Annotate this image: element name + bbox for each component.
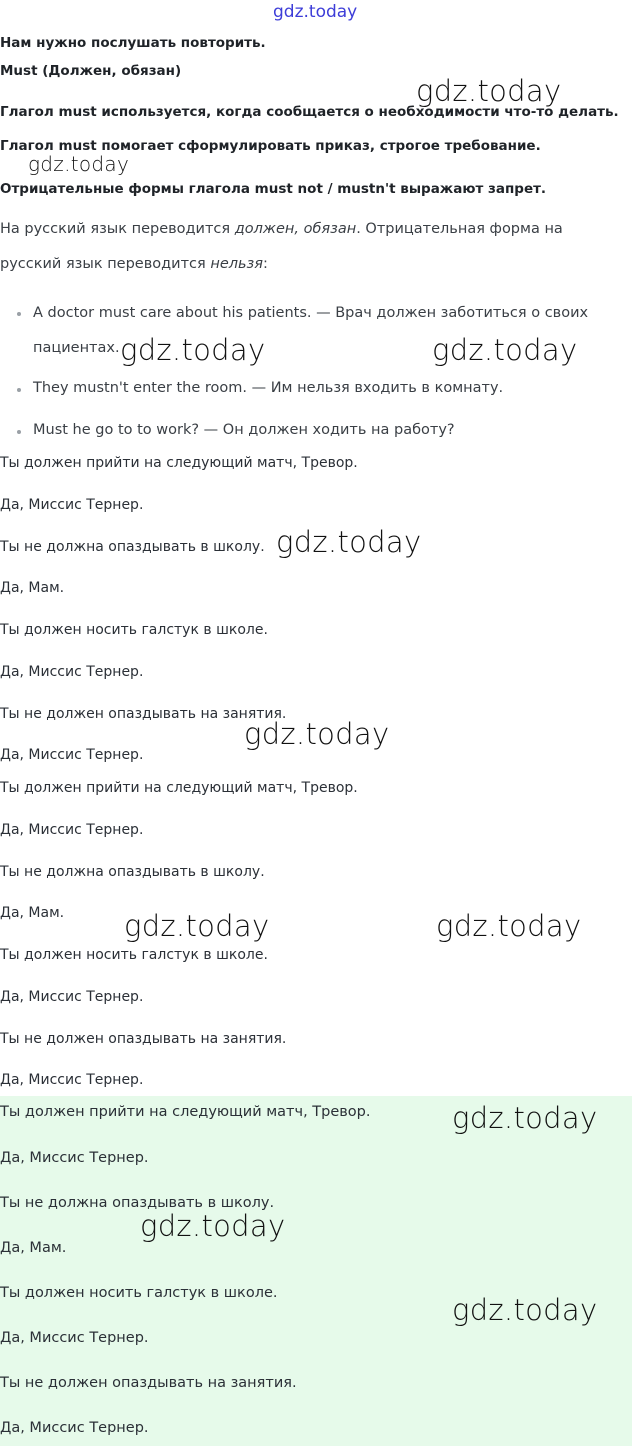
answer-line: Ты не должна опаздывать в школу.: [0, 1195, 275, 1211]
watermark: gdz.today: [28, 152, 130, 176]
answer-line: Да, Миссис Тернер.: [0, 1330, 149, 1346]
dialogue-line: Ты должен носить галстук в школе.: [0, 622, 268, 638]
example-room: They mustn't enter the room. — Им нельзя входить в комнату.: [33, 380, 504, 396]
dialogue-line: Ты не должна опаздывать в школу.: [0, 864, 265, 880]
example-doctor-continued: пациентах.: [33, 340, 120, 356]
answer-line: Ты должен прийти на следующий матч, Тревор.: [0, 1104, 371, 1120]
dialogue-line: Да, Миссис Тернер.: [0, 497, 144, 513]
top-watermark: gdz.today: [273, 2, 358, 22]
translation-line-1: На русский язык переводится должен, обязан. Отрицательная форма на: [0, 221, 563, 237]
watermark: gdz.today: [124, 909, 270, 943]
dialogue-line: Да, Миссис Тернер.: [0, 822, 144, 838]
watermark: gdz.today: [416, 74, 562, 108]
intro-text: Нам нужно послушать повторить.: [0, 35, 266, 51]
watermark: gdz.today: [244, 717, 390, 751]
dialogue-line: Да, Мам.: [0, 905, 65, 921]
watermark: gdz.today: [140, 1209, 286, 1243]
dialogue-line: Ты должен прийти на следующий матч, Тревор.: [0, 455, 358, 471]
answer-line: Да, Мам.: [0, 1240, 67, 1256]
watermark: gdz.today: [452, 1293, 598, 1327]
bullet-dot-icon: [17, 388, 21, 392]
answer-line: Да, Миссис Тернер.: [0, 1150, 149, 1166]
watermark: gdz.today: [120, 333, 266, 367]
dialogue-line: Ты должен прийти на следующий матч, Тревор.: [0, 780, 358, 796]
rule-negative: Отрицательные формы глагола must not / mustn't выражают запрет.: [0, 181, 547, 197]
dialogue-line: Да, Миссис Тернер.: [0, 989, 144, 1005]
bullet-dot-icon: [17, 312, 21, 316]
example-doctor: A doctor must care about his patients. — Врач должен заботиться о своих: [33, 305, 589, 321]
dialogue-line: Ты не должна опаздывать в школу.: [0, 539, 265, 555]
watermark: gdz.today: [436, 909, 582, 943]
watermark: gdz.today: [276, 525, 422, 559]
rule-order: Глагол must помогает сформулировать приказ, строгое требование.: [0, 138, 541, 154]
answer-block: [0, 1096, 632, 1446]
dialogue-line: Да, Мам.: [0, 580, 65, 596]
translation-line-2: русский язык переводится нельзя:: [0, 256, 268, 272]
example-work: Must he go to to work? — Он должен ходить на работу?: [33, 422, 455, 438]
dialogue-line: Да, Миссис Тернер.: [0, 747, 144, 763]
watermark: gdz.today: [432, 333, 578, 367]
watermark: gdz.today: [452, 1101, 598, 1135]
bullet-dot-icon: [17, 430, 21, 434]
dialogue-line: Ты не должен опаздывать на занятия.: [0, 706, 287, 722]
rule-necessity: Глагол must используется, когда сообщается о необходимости что-то делать.: [0, 104, 619, 120]
answer-line: Ты не должен опаздывать на занятия.: [0, 1375, 297, 1391]
dialogue-line: Да, Миссис Тернер.: [0, 1072, 144, 1088]
dialogue-line: Ты должен носить галстук в школе.: [0, 947, 268, 963]
dialogue-line: Ты не должен опаздывать на занятия.: [0, 1031, 287, 1047]
dialogue-line: Да, Миссис Тернер.: [0, 664, 144, 680]
answer-line: Ты должен носить галстук в школе.: [0, 1285, 278, 1301]
answer-line: Да, Миссис Тернер.: [0, 1420, 149, 1436]
heading-must: Must (Должен, обязан): [0, 63, 182, 79]
